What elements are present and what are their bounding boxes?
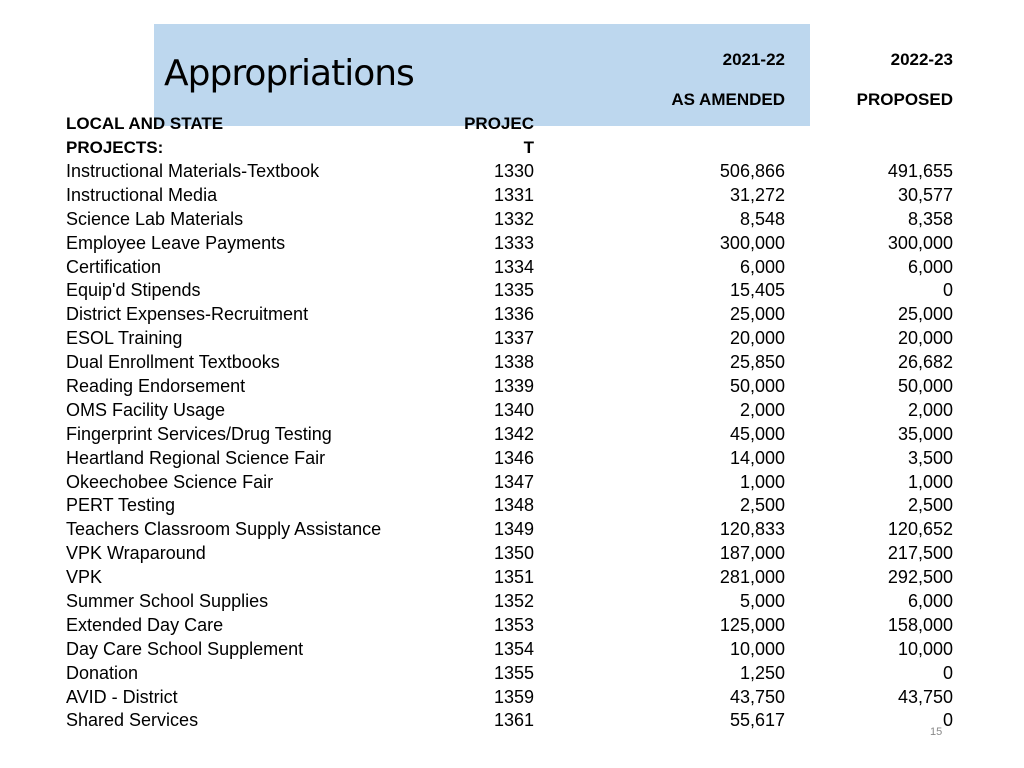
table-row: [0, 232, 1024, 256]
amount-2021-22: 281,000: [719, 567, 785, 588]
project-name: AVID - District: [66, 686, 178, 707]
amount-2021-22: 50,000: [729, 376, 785, 397]
project-name: Teachers Classroom Supply Assistance: [66, 519, 382, 540]
page-number: 15: [930, 726, 943, 738]
table-row: [0, 614, 1024, 638]
project-name: Reading Endorsement: [66, 376, 246, 397]
amount-2021-22: 2,500: [739, 495, 785, 516]
amount-2022-23: 491,655: [887, 161, 953, 181]
project-number: 1335: [493, 280, 534, 301]
project-number: 1359: [493, 686, 534, 707]
amount-2022-23: 0: [942, 710, 953, 731]
amount-2022-23: 120,652: [887, 519, 953, 540]
table-row: [0, 351, 1024, 375]
amount-2022-23: 1,000: [907, 471, 953, 492]
table-row: [0, 471, 1024, 495]
project-name: Shared Services: [66, 710, 199, 731]
table-row: [0, 279, 1024, 303]
table-row: [0, 160, 1024, 184]
amount-2022-23: 217,500: [887, 543, 953, 564]
table-row: [0, 256, 1024, 280]
amount-2021-22: 55,617: [729, 710, 785, 731]
amount-2022-23: 30,577: [897, 184, 953, 205]
table-row: [0, 518, 1024, 542]
amount-2022-23: 6,000: [907, 591, 953, 612]
slide-title: Appropriations: [164, 53, 414, 94]
amount-2022-23: 26,682: [897, 352, 953, 373]
project-number: 1334: [493, 256, 534, 277]
project-number: 1355: [493, 662, 534, 683]
project-number: 1342: [493, 423, 534, 444]
amount-2022-23: 2,000: [907, 399, 953, 420]
project-number: 1346: [493, 447, 534, 468]
project-name: ESOL Training: [66, 328, 183, 349]
project-number: 1350: [493, 543, 534, 564]
project-name: Summer School Supplies: [66, 591, 269, 612]
amount-2021-22: 8,548: [739, 208, 785, 229]
amount-2022-23: 10,000: [897, 638, 953, 659]
amount-2022-23: 0: [942, 280, 953, 301]
amount-2021-22: 20,000: [729, 328, 785, 349]
project-number: 1339: [493, 376, 534, 397]
amount-2021-22: 43,750: [729, 686, 785, 707]
appropriations-table-body: [0, 160, 1024, 733]
project-name: Science Lab Materials: [66, 208, 244, 229]
amount-2022-23: 8,358: [907, 208, 953, 229]
project-name: Equip'd Stipends: [66, 280, 201, 301]
project-name: Heartland Regional Science Fair: [66, 447, 326, 468]
amount-2021-22: 14,000: [729, 447, 785, 468]
project-number: 1337: [493, 328, 534, 349]
amount-2022-23: 158,000: [887, 614, 953, 635]
amount-2021-22: 25,850: [729, 352, 785, 373]
table-row: [0, 590, 1024, 614]
project-number: 1332: [493, 208, 534, 229]
table-row: [0, 184, 1024, 208]
amount-2022-23: 0: [942, 662, 953, 683]
amount-2021-22: 6,000: [739, 256, 785, 277]
amount-2021-22: 45,000: [729, 423, 785, 444]
project-number: 1353: [493, 614, 534, 635]
project-name: Dual Enrollment Textbooks: [66, 352, 280, 373]
project-name: VPK: [66, 567, 103, 588]
project-name: Donation: [66, 662, 139, 683]
project-name: Extended Day Care: [66, 614, 224, 635]
project-name: PERT Testing: [66, 495, 176, 516]
table-row: [0, 303, 1024, 327]
project-number: 1351: [493, 567, 534, 588]
amount-2022-23: 50,000: [897, 376, 953, 397]
table-row: [0, 423, 1024, 447]
amount-2021-22: 2,000: [739, 399, 785, 420]
amount-2022-23: 292,500: [887, 567, 953, 588]
amount-2022-23: 2,500: [907, 495, 953, 516]
col-a-header-label: AS AMENDED: [671, 90, 785, 109]
amount-2022-23: 300,000: [887, 232, 953, 253]
table-row: [0, 208, 1024, 232]
amount-2021-22: 187,000: [719, 543, 785, 564]
amount-2022-23: 43,750: [897, 686, 953, 707]
table-row: [0, 542, 1024, 566]
col-b-header-label: PROPOSED: [856, 90, 953, 109]
table-row: [0, 375, 1024, 399]
table-row: [0, 638, 1024, 662]
project-name: Fingerprint Services/Drug Testing: [66, 423, 332, 444]
table-row: [0, 399, 1024, 423]
project-number: 1349: [493, 519, 534, 540]
project-number: 1330: [493, 161, 534, 181]
project-number: 1348: [493, 495, 534, 516]
section-header-line1: LOCAL AND STATE: [66, 114, 224, 133]
project-name: OMS Facility Usage: [66, 399, 226, 420]
project-number: 1331: [493, 184, 534, 205]
amount-2021-22: 31,272: [729, 184, 785, 205]
project-name: Day Care School Supplement: [66, 638, 304, 659]
project-number: 1347: [493, 471, 534, 492]
project-header-line2: T: [523, 138, 534, 157]
col-b-header-year: 2022-23: [890, 50, 953, 69]
project-name: Instructional Materials-Textbook: [66, 161, 320, 181]
amount-2021-22: 10,000: [729, 638, 785, 659]
table-row: [0, 327, 1024, 351]
amount-2021-22: 15,405: [729, 280, 785, 301]
amount-2021-22: 1,250: [739, 662, 785, 683]
project-name: VPK Wraparound: [66, 543, 206, 564]
col-a-header-year: 2021-22: [722, 50, 785, 69]
project-number: 1336: [493, 304, 534, 325]
table-row: [0, 447, 1024, 471]
project-number: 1338: [493, 352, 534, 373]
project-number: 1340: [493, 399, 534, 420]
amount-2022-23: 25,000: [897, 304, 953, 325]
project-header-line1: PROJEC: [464, 114, 534, 133]
project-name: Okeechobee Science Fair: [66, 471, 274, 492]
amount-2021-22: 125,000: [719, 614, 785, 635]
project-name: Instructional Media: [66, 184, 218, 205]
project-number: 1354: [493, 638, 534, 659]
amount-2022-23: 6,000: [907, 256, 953, 277]
project-name: District Expenses-Recruitment: [66, 304, 309, 325]
project-name: Certification: [66, 256, 162, 277]
amount-2022-23: 3,500: [907, 447, 953, 468]
amount-2022-23: 20,000: [897, 328, 953, 349]
amount-2022-23: 35,000: [897, 423, 953, 444]
amount-2021-22: 1,000: [739, 471, 785, 492]
project-number: 1333: [493, 232, 534, 253]
amount-2021-22: 300,000: [719, 232, 785, 253]
table-row: [0, 494, 1024, 518]
amount-2021-22: 506,866: [719, 161, 785, 181]
table-row: [0, 566, 1024, 590]
project-name: Employee Leave Payments: [66, 232, 286, 253]
table-row: [0, 709, 1024, 733]
table-row: [0, 662, 1024, 686]
table-row: [0, 686, 1024, 710]
project-number: 1361: [493, 710, 534, 731]
project-number: 1352: [493, 591, 534, 612]
amount-2021-22: 5,000: [739, 591, 785, 612]
amount-2021-22: 120,833: [719, 519, 785, 540]
section-header-line2: PROJECTS:: [66, 138, 164, 157]
amount-2021-22: 25,000: [729, 304, 785, 325]
